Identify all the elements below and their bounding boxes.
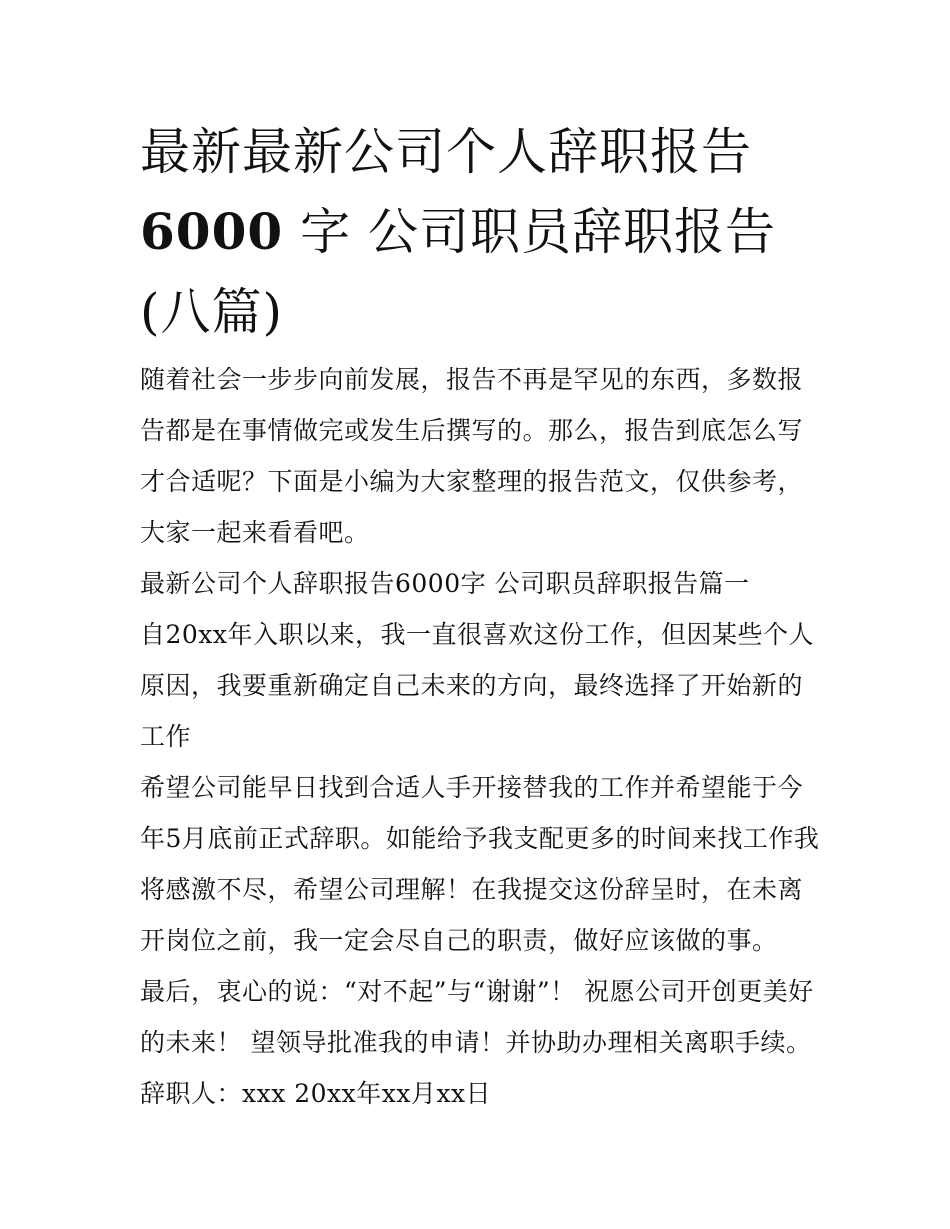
signature-line: 辞职人：xxx 20xx年xx月xx日 <box>140 1079 492 1108</box>
body-paragraph: 希望公司能早日找到合适人手开接替我的工作并希望能于今年5月底前正式辞职。如能给予我支配更多的时间来找工作我将感激不尽，希望公司理解！在我提交这份辞呈时，在未离开岗位之前，我一定会尽自己的职责，做好应该做的事。 <box>140 773 820 955</box>
title-number: 6000 <box>140 202 284 261</box>
title-text-part2: 字 公司职员辞职报告(八篇) <box>140 203 776 341</box>
document-body <box>140 354 820 1119</box>
title-text-part1: 最新最新公司个人辞职报告 <box>140 123 752 181</box>
page-title <box>140 112 820 352</box>
section-heading: 最新公司个人辞职报告6000字 公司职员辞职报告篇一 <box>140 569 750 598</box>
body-paragraph: 自20xx年入职以来，我一直很喜欢这份工作，但因某些个人原因，我要重新确定自己未来的方向，最终选择了开始新的工作 <box>140 620 815 751</box>
intro-paragraph: 随着社会一步步向前发展，报告不再是罕见的东西，多数报告都是在事情做完或发生后撰写的。那么，报告到底怎么写才合适呢？下面是小编为大家整理的报告范文，仅供参考，大家一起来看看吧。 <box>140 365 804 547</box>
closing-paragraph: 最后，衷心的说：“对不起”与“谢谢”！ 祝愿公司开创更美好的未来！ 望领导批准我的申请！并协助办理相关离职手续。 <box>140 977 814 1057</box>
